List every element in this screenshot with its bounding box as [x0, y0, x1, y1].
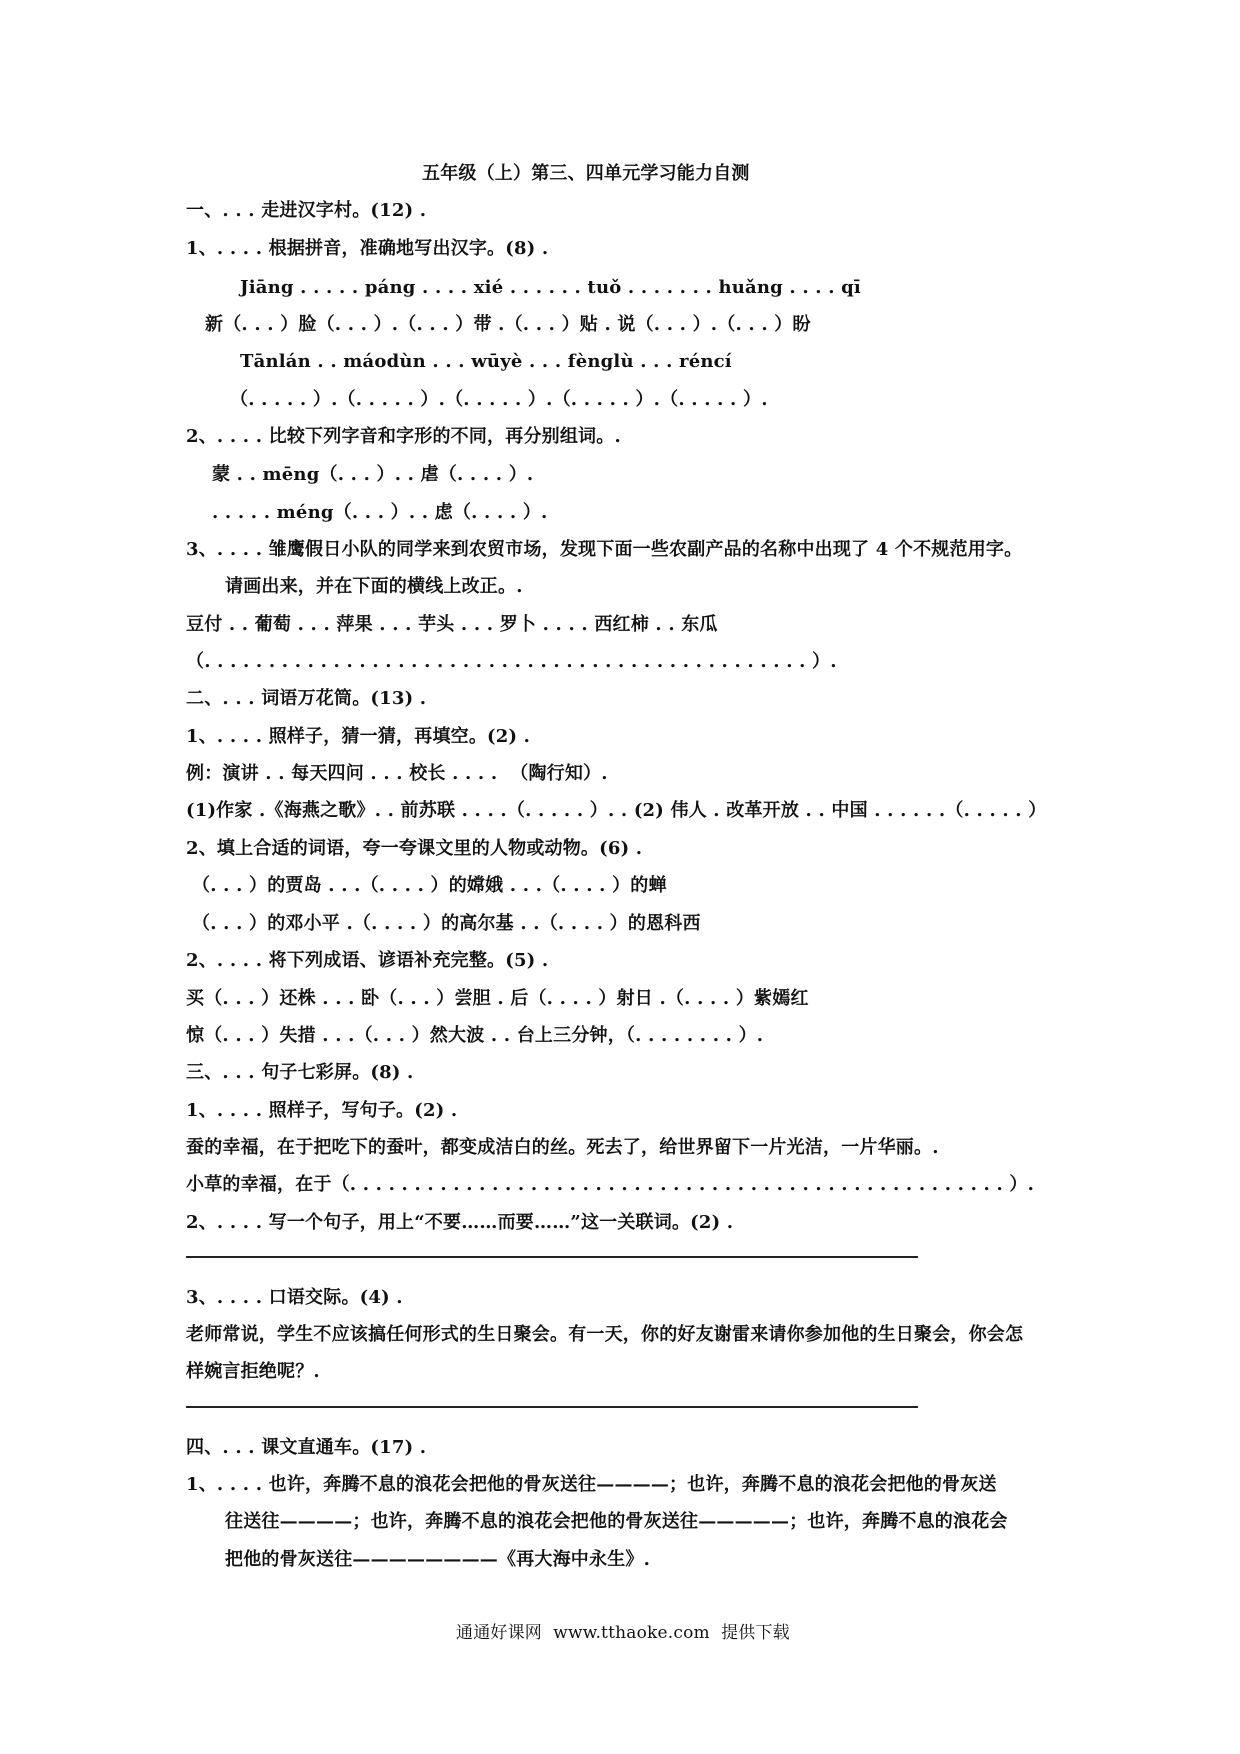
question-3-2: 2、. . . . 写一个句子，用上“不要……而要……”这一关联词。(2) . — [186, 1212, 734, 1233]
section-2-heading: 二、. . . 词语万花筒。(13) . — [186, 688, 427, 709]
section-4-heading: 四、. . . 课文直通车。(17) . — [186, 1437, 427, 1458]
question-4-1-cont-1: 往送往————；也许，奔腾不息的浪花会把他的骨灰送往—————；也许，奔腾不息的浪花会 — [225, 1511, 1008, 1532]
question-1-3-cont: 请画出来，并在下面的横线上改正。. — [225, 576, 523, 597]
compare-row-2: . . . . . méng（. . . ）. . 虑（. . . . ）. — [212, 502, 548, 523]
idiom-row-1: 买（. . . ）还株 . . . 卧（. . . ）尝胆 . 后（. . . . ）射日 .（. . . . ）紫嫣红 — [186, 988, 809, 1009]
question-4-1: 1、. . . . 也许，奔腾不息的浪花会把他的骨灰送往————；也许，奔腾不息的浪花会把他的骨灰送 — [186, 1474, 997, 1495]
praise-row-2: （. . . ）的邓小平 .（. . . . ）的高尔基 . .（. . . . ）的恩科西 — [192, 913, 701, 934]
page-title: 五年级（上）第三、四单元学习能力自测 — [422, 163, 750, 184]
correction-blank: （. . . . . . . . . . . . . . . . . . . . . . . . . . . . . . . . . . . . . . . . . . . . . . . ）. — [186, 651, 837, 672]
page-footer: 通通好课网 www.tthaoke.com 提供下载 — [456, 1623, 790, 1643]
produce-list: 豆付 . . 葡萄 . . . 萍果 . . . 芋头 . . . 罗卜 . . . . 西红柿 . . 东瓜 — [186, 614, 718, 635]
question-2-1: 1、. . . . 照样子，猜一猜，再填空。(2) . — [186, 726, 531, 747]
pinyin-row-2: Tānlán . . máodùn . . . wūyè . . . fènglù . . . réncí — [240, 351, 732, 372]
idiom-row-2: 惊（. . . ）失措 . . .（. . . ）然大波 . . 台上三分钟，（. . . . . . . . ）. — [186, 1025, 764, 1046]
dialogue-prompt-1: 老师常说，学生不应该搞任何形式的生日聚会。有一天，你的好友谢雷来请你参加他的生日聚会，你会怎 — [186, 1324, 1024, 1345]
question-1-1: 1、. . . . 根据拼音，准确地写出汉字。(8) . — [186, 238, 549, 259]
example-row: 例：演讲 . . 每天四问 . . . 校长 . . . . （陶行知）. — [186, 763, 608, 784]
dialogue-prompt-2: 样婉言拒绝呢？. — [186, 1361, 320, 1382]
question-1-3: 3、. . . . 雏鹰假日小队的同学来到农贸市场，发现下面一些农副产品的名称中出现了 4 个不规范用字。 — [186, 539, 1023, 560]
section-1-heading: 一、. . . 走进汉字村。(12) . — [186, 200, 427, 221]
answer-line-1 — [186, 1256, 918, 1258]
answer-line-2 — [186, 1406, 918, 1408]
answer-row-1: 新（. . . ）脸（. . . ）.（. . . ）带 .（. . . ）贴 . 说（. . . ）.（. . . ）盼 — [205, 314, 811, 335]
model-sentence: 蚕的幸福，在于把吃下的蚕叶，都变成洁白的丝。死去了，给世界留下一片光洁，一片华丽。. — [186, 1137, 939, 1158]
praise-row-1: （. . . ）的贾岛 . . .（. . . . ）的嫦娥 . . .（. . . . ）的蝉 — [192, 875, 667, 896]
answer-row-2: （. . . . . ）.（. . . . . ）.（. . . . . ）.（. . . . . ）.（. . . . . ）. — [230, 389, 768, 410]
guess-row: (1)作家 .《海燕之歌》. . 前苏联 . . . .（. . . . . ）. . (2) 伟人 . 改革开放 . . 中国 . . . . . .（. . . . . ） — [186, 800, 1047, 821]
compare-row-1: 蒙 . . mēng（. . . ）. . 虐（. . . . ）. — [212, 464, 534, 485]
question-2-2: 2、填上合适的词语，夸一夸课文里的人物或动物。(6) . — [186, 838, 643, 859]
question-2-3: 2、. . . . 将下列成语、谚语补充完整。(5) . — [186, 950, 549, 971]
question-4-1-cont-2: 把他的骨灰送往————————《再大海中永生》. — [225, 1549, 651, 1570]
pinyin-row-1: Jiāng . . . . . páng . . . . xié . . . . . . tuǒ . . . . . . . huǎng . . . . qī — [240, 277, 861, 298]
section-3-heading: 三、. . . 句子七彩屏。(8) . — [186, 1062, 414, 1083]
sentence-blank: 小草的幸福，在于（. . . . . . . . . . . . . . . . . . . . . . . . . . . . . . . . . . . . . . . . . . . . . . . . . . . ）. — [186, 1174, 1035, 1195]
question-3-1: 1、. . . . 照样子，写句子。(2) . — [186, 1100, 458, 1121]
question-3-3: 3、. . . . 口语交际。(4) . — [186, 1287, 403, 1308]
question-1-2: 2、. . . . 比较下列字音和字形的不同，再分别组词。. — [186, 426, 621, 447]
